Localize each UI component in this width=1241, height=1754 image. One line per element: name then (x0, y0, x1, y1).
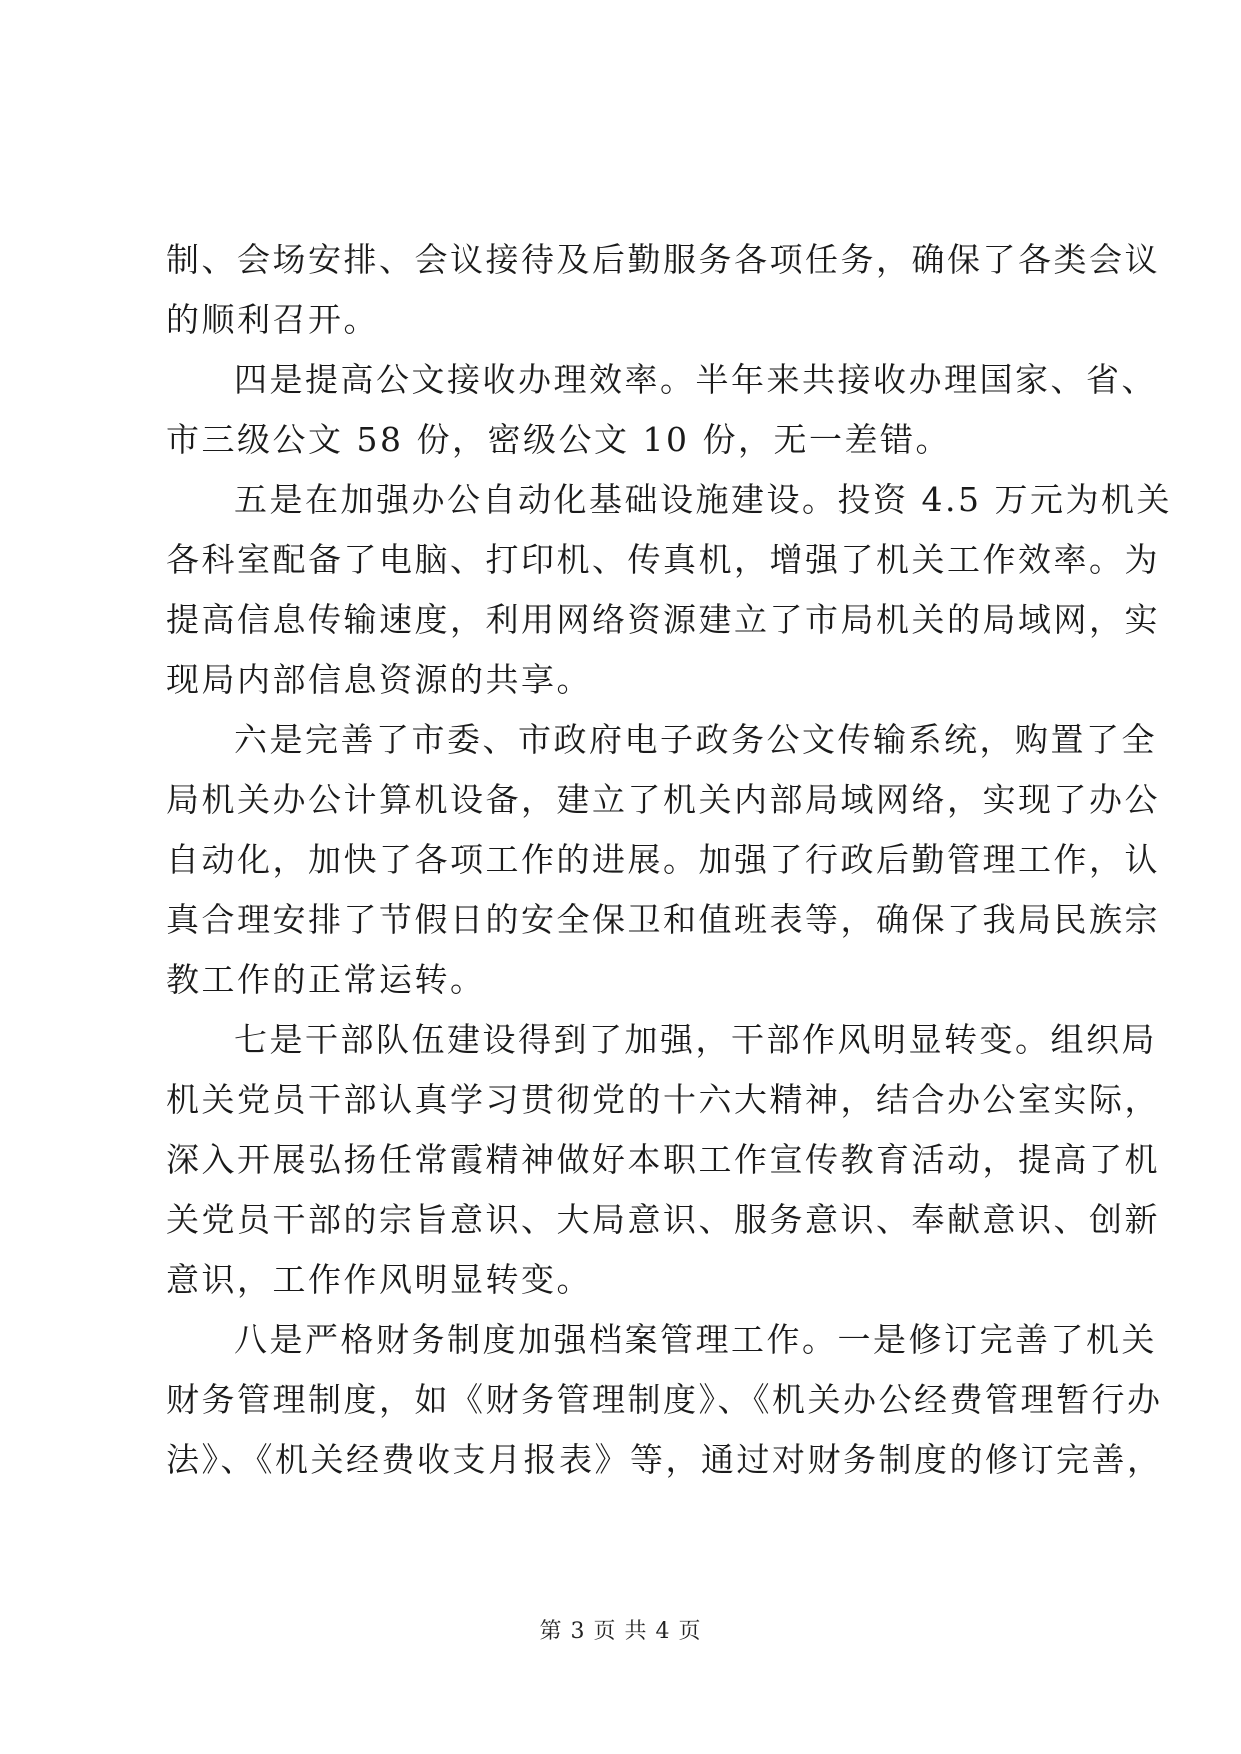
paragraph-start-line: 四是提高公文接收办理效率。半年来共接收办理国家、省、 (234, 360, 1157, 399)
text-line: 现局内部信息资源的共享。 (166, 660, 592, 699)
paragraph-start-line: 八是严格财务制度加强档案管理工作。一是修订完善了机关 (234, 1320, 1157, 1359)
text-line: 财务管理制度，如《财务管理制度》、《机关办公经费管理暂行办 (166, 1380, 1163, 1419)
paragraph-start-line: 七是干部队伍建设得到了加强，干部作风明显转变。组织局 (234, 1020, 1157, 1059)
text-line: 的顺利召开。 (166, 300, 379, 339)
text-line: 市三级公文 58 份，密级公文 10 份，无一差错。 (166, 420, 951, 459)
text-line: 制、会场安排、会议接待及后勤服务各项任务，确保了各类会议 (166, 240, 1160, 279)
text-line: 自动化，加快了各项工作的进展。加强了行政后勤管理工作，认 (166, 840, 1160, 879)
text-line: 教工作的正常运转。 (166, 960, 486, 999)
text-line: 真合理安排了节假日的安全保卫和值班表等，确保了我局民族宗 (166, 900, 1160, 939)
text-line: 机关党员干部认真学习贯彻党的十六大精神，结合办公室实际， (166, 1080, 1160, 1119)
paragraph-start-line: 五是在加强办公自动化基础设施建设。投资 4.5 万元为机关 (234, 480, 1172, 519)
text-line: 局机关办公计算机设备，建立了机关内部局域网络，实现了办公 (166, 780, 1160, 819)
text-line: 法》、《机关经费收支月报表》等，通过对财务制度的修订完善， (166, 1440, 1163, 1479)
page-number-footer: 第 3 页 共 4 页 (539, 1619, 702, 1644)
text-line: 意识，工作作风明显转变。 (166, 1260, 592, 1299)
text-line: 提高信息传输速度，利用网络资源建立了市局机关的局域网，实 (166, 600, 1160, 639)
paragraph-start-line: 六是完善了市委、市政府电子政务公文传输系统，购置了全 (234, 720, 1157, 759)
text-line: 深入开展弘扬任常霞精神做好本职工作宣传教育活动，提高了机 (166, 1140, 1160, 1179)
body-text (166, 230, 1172, 1490)
text-line: 关党员干部的宗旨意识、大局意识、服务意识、奉献意识、创新 (166, 1200, 1160, 1239)
text-line: 各科室配备了电脑、打印机、传真机，增强了机关工作效率。为 (166, 540, 1160, 579)
